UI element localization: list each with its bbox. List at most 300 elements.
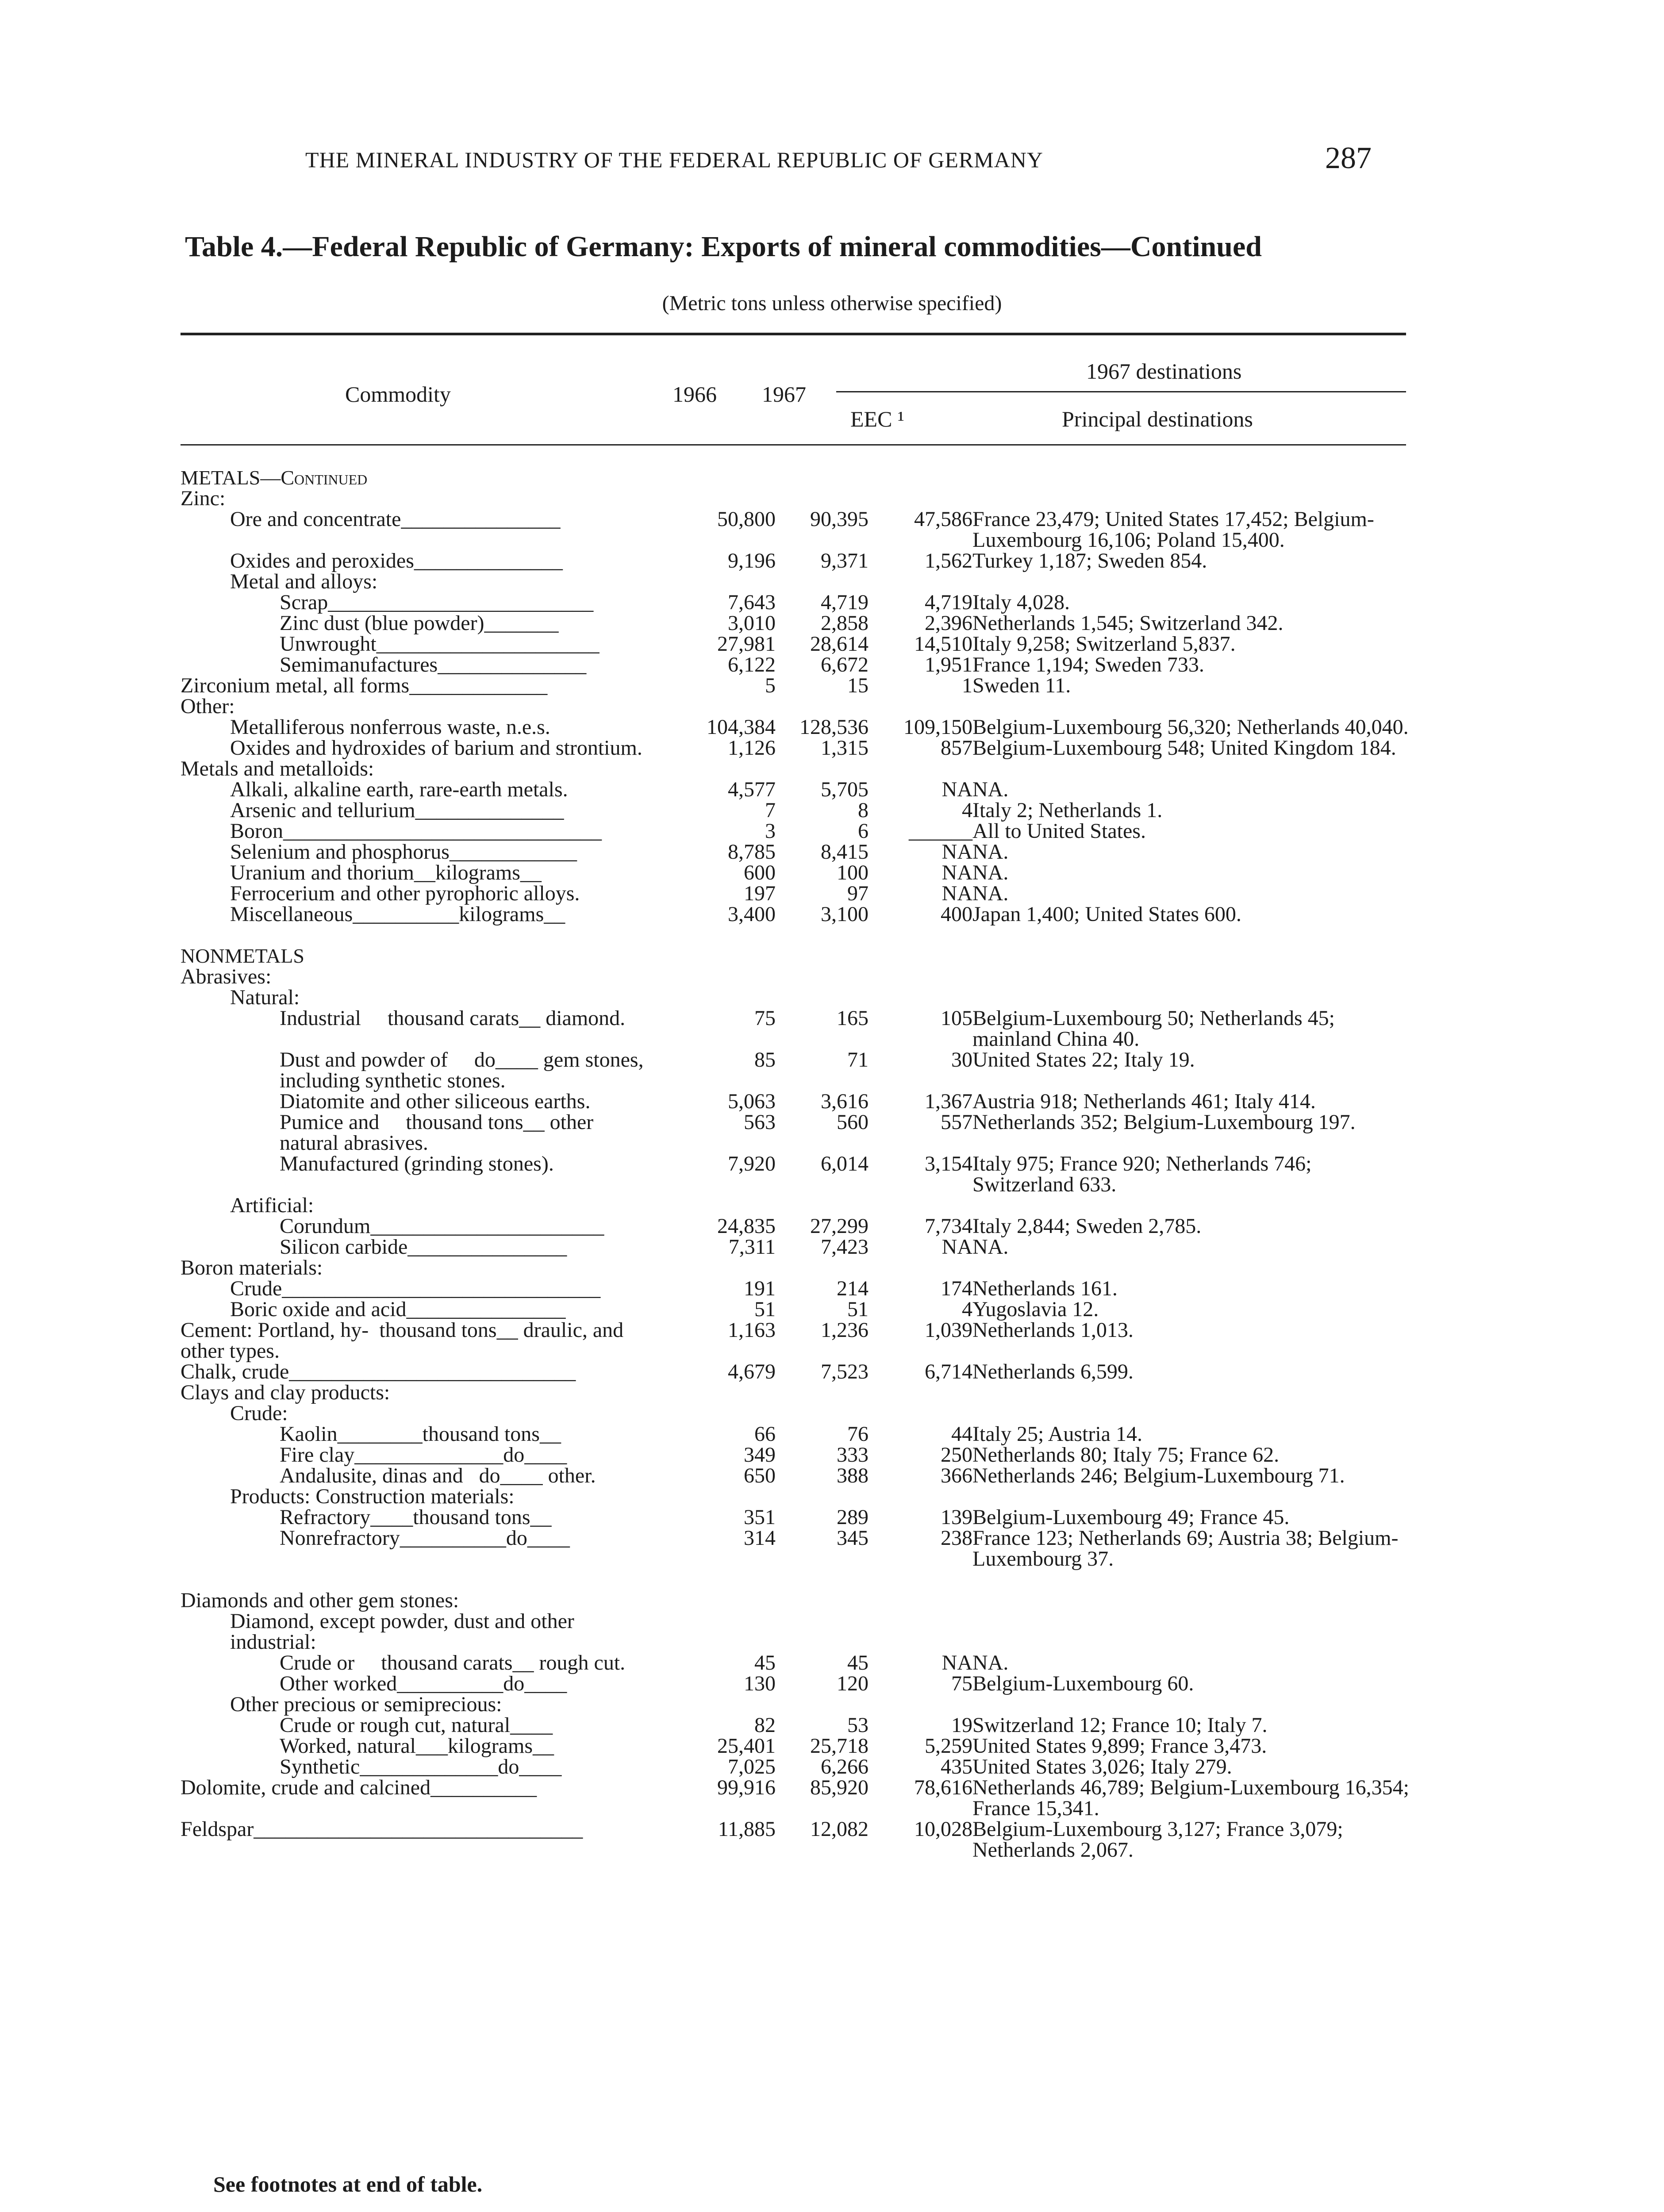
value-1966-cell: 50,800 [717, 507, 776, 531]
value-1966-cell: 3,400 [728, 902, 776, 926]
value-1966-cell: 563 [744, 1110, 776, 1134]
value-1966-cell [647, 1257, 776, 1278]
table-row [181, 758, 1415, 779]
table-row [181, 634, 1415, 654]
value-1966-cell: 7 [765, 799, 776, 822]
value-1966-cell: 24,835 [717, 1214, 776, 1238]
principal-destinations-cell: Netherlands 80; Italy 75; France 62. [972, 1443, 1280, 1467]
eec-cell: 44 [951, 1422, 972, 1446]
commodity-cell: Dust and powder of do____ gem stones, including synthetic stones. [280, 1048, 649, 1092]
value-1967-cell: 388 [837, 1464, 869, 1487]
table-row [181, 1611, 1415, 1652]
table-row [181, 1819, 1415, 1860]
table-row [181, 509, 1415, 550]
section-heading: NONMETALS [181, 945, 304, 967]
table-row [181, 1694, 1415, 1715]
value-1966-cell [647, 571, 776, 592]
table-row [181, 1507, 1415, 1528]
commodity-cell: Clays and clay products: [181, 1381, 390, 1404]
value-1966-cell: 104,384 [707, 715, 776, 739]
eec-cell [869, 696, 972, 717]
table-row [181, 1112, 1415, 1153]
eec-cell: 7,734 [925, 1214, 972, 1238]
table-row [181, 966, 1415, 987]
value-1966-cell: 314 [744, 1526, 776, 1550]
commodity-cell: Arsenic and tellurium______________ [230, 799, 564, 822]
commodity-cell: Kaolin________thousand tons__ [280, 1422, 561, 1446]
value-1967-cell: 85,920 [810, 1776, 869, 1799]
value-1966-cell: 1,163 [728, 1318, 776, 1342]
commodity-cell: Synthetic_____________do____ [280, 1755, 562, 1778]
table-row [181, 1777, 1415, 1819]
table-row [181, 550, 1415, 571]
commodity-cell: Scrap_________________________ [280, 591, 594, 614]
eec-cell: NA [942, 1651, 972, 1674]
commodity-cell: Other worked__________do____ [280, 1672, 567, 1695]
commodity-cell: Oxides and hydroxides of barium and strontium. [230, 736, 642, 760]
value-1967-cell: 97 [847, 882, 869, 905]
header-commodity: Commodity [345, 382, 451, 407]
commodity-cell: Industrial thousand carats__ diamond. [280, 1006, 626, 1030]
commodity-cell: Crude or rough cut, natural____ [280, 1713, 553, 1737]
eec-cell: 557 [941, 1110, 972, 1134]
section-heading-row [181, 945, 1415, 966]
table-subtitle: (Metric tons unless otherwise specified) [662, 292, 1002, 315]
commodity-cell: Fire clay______________do____ [280, 1443, 567, 1467]
value-1967-cell [776, 966, 869, 987]
value-1966-cell: 51 [754, 1298, 776, 1321]
value-1967-cell: 25,718 [810, 1734, 869, 1758]
section-heading-row [181, 467, 1415, 488]
value-1966-cell: 130 [744, 1672, 776, 1695]
eec-cell: 1,039 [925, 1318, 972, 1342]
spacer-row [181, 1569, 1415, 1590]
value-1967-cell: 3,616 [821, 1090, 869, 1113]
principal-destinations-cell: France 1,194; Sweden 733. [972, 653, 1204, 676]
value-1967-cell: 5,705 [821, 778, 869, 801]
principal-destinations-cell: Belgium-Luxembourg 548; United Kingdom 184. [972, 736, 1396, 760]
eec-cell [869, 1382, 972, 1403]
principal-destinations-cell: United States 9,899; France 3,473. [972, 1734, 1267, 1758]
running-head: THE MINERAL INDUSTRY OF THE FEDERAL REPUBLIC OF GERMANY [305, 147, 1044, 172]
table-row [181, 675, 1415, 696]
value-1967-cell [776, 1694, 869, 1715]
table-row [181, 488, 1415, 509]
value-1966-cell [647, 488, 776, 509]
table-row [181, 571, 1415, 592]
commodity-cell: Semimanufactures______________ [280, 653, 587, 676]
header-principal-destinations: Principal destinations [1062, 407, 1253, 431]
principal-destinations-cell [972, 987, 1415, 1008]
spacer-row [181, 925, 1415, 945]
eec-cell: 105 [941, 1006, 972, 1030]
table-row [181, 862, 1415, 883]
eec-cell: 1,951 [925, 653, 972, 676]
principal-destinations-cell [972, 1694, 1415, 1715]
eec-cell: 109,150 [903, 715, 972, 739]
value-1966-cell: 8,785 [728, 840, 776, 864]
table-row [181, 800, 1415, 821]
eec-cell [869, 966, 972, 987]
value-1966-cell [647, 1486, 776, 1507]
exports-table-body [181, 467, 1415, 1860]
table-row [181, 1153, 1415, 1195]
commodity-cell: Miscellaneous__________kilograms__ [230, 902, 565, 926]
table-row [181, 1486, 1415, 1507]
eec-cell [869, 987, 972, 1008]
value-1966-cell: 349 [744, 1443, 776, 1467]
value-1967-cell [776, 1403, 869, 1424]
value-1966-cell [647, 1694, 776, 1715]
value-1966-cell: 82 [754, 1713, 776, 1737]
eec-cell: NA [942, 882, 972, 905]
value-1966-cell [647, 1611, 776, 1652]
value-1966-cell: 9,196 [728, 549, 776, 572]
value-1967-cell [776, 1611, 869, 1652]
principal-destinations-cell [972, 966, 1415, 987]
value-1967-cell: 100 [837, 861, 869, 884]
value-1967-cell: 9,371 [821, 549, 869, 572]
principal-destinations-cell: Belgium-Luxembourg 60. [972, 1672, 1194, 1695]
value-1966-cell: 25,401 [717, 1734, 776, 1758]
value-1967-cell: 3,100 [821, 902, 869, 926]
commodity-cell: Worked, natural___kilograms__ [280, 1734, 554, 1758]
principal-destinations-cell [972, 488, 1415, 509]
value-1966-cell: 3,010 [728, 611, 776, 635]
value-1967-cell [776, 571, 869, 592]
value-1967-cell: 1,236 [821, 1318, 869, 1342]
table-row [181, 904, 1415, 925]
value-1966-cell: 7,920 [728, 1152, 776, 1175]
eec-cell: 1,562 [925, 549, 972, 572]
commodity-cell: Diamond, except powder, dust and other industrial: [230, 1609, 580, 1654]
principal-destinations-cell [972, 1382, 1415, 1403]
value-1966-cell: 197 [744, 882, 776, 905]
eec-cell: 1,367 [925, 1090, 972, 1113]
principal-destinations-cell: Italy 975; France 920; Netherlands 746; Switzerland 633. [972, 1152, 1317, 1196]
eec-cell: 857 [941, 736, 972, 760]
value-1967-cell: 6,266 [821, 1755, 869, 1778]
principal-destinations-cell: Netherlands 1,013. [972, 1318, 1134, 1342]
commodity-cell: Andalusite, dinas and do____ other. [280, 1464, 596, 1487]
commodity-cell: Zirconium metal, all forms_____________ [181, 674, 548, 697]
value-1967-cell: 128,536 [799, 715, 869, 739]
principal-destinations-cell: Italy 9,258; Switzerland 5,837. [972, 632, 1236, 656]
commodity-cell: Other: [181, 695, 235, 718]
table-row [181, 717, 1415, 737]
header-bottom-rule [181, 444, 1406, 445]
principal-destinations-cell: Italy 2; Netherlands 1. [972, 799, 1163, 822]
principal-destinations-cell [972, 1257, 1415, 1278]
value-1967-cell [776, 987, 869, 1008]
value-1966-cell: 4,577 [728, 778, 776, 801]
commodity-cell: Metalliferous nonferrous waste, n.e.s. [230, 715, 550, 739]
value-1966-cell: 99,916 [717, 1776, 776, 1799]
commodity-cell: Unwrought_____________________ [280, 632, 600, 656]
eec-cell: 14,510 [914, 632, 972, 656]
eec-cell [869, 758, 972, 779]
commodity-cell: Zinc dust (blue powder)_______ [280, 611, 559, 635]
header-1966: 1966 [673, 382, 717, 407]
value-1966-cell: 4,679 [728, 1360, 776, 1383]
commodity-cell: Nonrefractory__________do____ [280, 1526, 570, 1550]
principal-destinations-cell: United States 22; Italy 19. [972, 1048, 1195, 1071]
header-1967-destinations: 1967 destinations [1086, 359, 1242, 384]
eec-cell: 139 [941, 1505, 972, 1529]
table-row [181, 1652, 1415, 1673]
spacer-cell [181, 1569, 1415, 1590]
table-row [181, 1195, 1415, 1216]
table-row [181, 987, 1415, 1008]
table-row [181, 1528, 1415, 1569]
value-1966-cell [647, 1195, 776, 1216]
value-1967-cell: 8,415 [821, 840, 869, 864]
eec-cell: 174 [941, 1277, 972, 1300]
value-1967-cell [776, 488, 869, 509]
table-row [181, 1257, 1415, 1278]
commodity-cell: Diamonds and other gem stones: [181, 1589, 459, 1612]
principal-destinations-cell [972, 1195, 1415, 1216]
eec-cell: 400 [941, 902, 972, 926]
principal-destinations-cell [972, 758, 1415, 779]
commodity-cell: Uranium and thorium__kilograms__ [230, 861, 542, 884]
value-1967-cell: 2,858 [821, 611, 869, 635]
eec-cell [869, 571, 972, 592]
eec-cell: 75 [951, 1672, 972, 1695]
commodity-cell: Abrasives: [181, 965, 272, 988]
principal-destinations-cell [972, 1486, 1415, 1507]
principal-destinations-cell: France 23,479; United States 17,452; Belgium-Luxembourg 16,106; Poland 15,400. [972, 507, 1374, 552]
eec-cell [869, 1590, 972, 1611]
table-row [181, 1091, 1415, 1112]
principal-destinations-cell: NA. [972, 840, 1009, 864]
eec-cell: NA [942, 778, 972, 801]
value-1967-cell [776, 758, 869, 779]
value-1966-cell: 191 [744, 1277, 776, 1300]
commodity-cell: Ferrocerium and other pyrophoric alloys. [230, 882, 580, 905]
eec-cell: 238 [941, 1526, 972, 1550]
eec-cell: 435 [941, 1755, 972, 1778]
commodity-cell: Metal and alloys: [230, 570, 378, 593]
value-1966-cell: 7,025 [728, 1755, 776, 1778]
principal-destinations-cell: Japan 1,400; United States 600. [972, 902, 1241, 926]
principal-destinations-cell: Italy 25; Austria 14. [972, 1422, 1142, 1446]
value-1966-cell: 11,885 [718, 1817, 776, 1841]
principal-destinations-cell: France 123; Netherlands 69; Austria 38; Belgium-Luxembourg 37. [972, 1526, 1399, 1571]
eec-cell: 2,396 [925, 611, 972, 635]
value-1966-cell [647, 758, 776, 779]
value-1966-cell: 7,311 [728, 1235, 776, 1259]
value-1966-cell [647, 1382, 776, 1403]
commodity-cell: Chalk, crude___________________________ [181, 1360, 576, 1383]
commodity-cell: Dolomite, crude and calcined__________ [181, 1776, 537, 1799]
table-row [181, 613, 1415, 634]
table-row [181, 696, 1415, 717]
value-1967-cell: 7,423 [821, 1235, 869, 1259]
value-1967-cell: 8 [858, 799, 869, 822]
principal-destinations-cell: NA. [972, 1235, 1009, 1259]
value-1966-cell: 85 [754, 1048, 776, 1071]
table-row [181, 1403, 1415, 1424]
commodity-cell: Refractory____thousand tons__ [280, 1505, 552, 1529]
eec-cell: 4 [962, 1298, 972, 1321]
table-row [181, 841, 1415, 862]
value-1966-cell: 5 [765, 674, 776, 697]
principal-destinations-cell: All to United States. [972, 819, 1146, 843]
eec-cell [869, 1486, 972, 1507]
spacer-cell [181, 925, 1415, 945]
commodity-cell: Boric oxide and acid_______________ [230, 1298, 566, 1321]
value-1967-cell: 12,082 [810, 1817, 869, 1841]
table-title: Table 4.—Federal Republic of Germany: Exports of mineral commodities—Continued [185, 230, 1262, 263]
value-1967-cell: 90,395 [810, 507, 869, 531]
value-1967-cell: 165 [837, 1006, 869, 1030]
principal-destinations-cell: Turkey 1,187; Sweden 854. [972, 549, 1207, 572]
table-row [181, 1590, 1415, 1611]
value-1967-cell: 15 [847, 674, 869, 697]
commodity-cell: Corundum______________________ [280, 1214, 604, 1238]
eec-cell: NA [942, 840, 972, 864]
principal-destinations-cell: Netherlands 1,545; Switzerland 342. [972, 611, 1284, 635]
value-1967-cell [776, 1590, 869, 1611]
commodity-cell: Ore and concentrate_______________ [230, 507, 561, 531]
eec-cell: 250 [941, 1443, 972, 1467]
principal-destinations-cell: Austria 918; Netherlands 461; Italy 414. [972, 1090, 1316, 1113]
principal-destinations-cell [972, 571, 1415, 592]
eec-cell: ______ [909, 819, 972, 843]
value-1967-cell: 289 [837, 1505, 869, 1529]
top-rule [181, 333, 1406, 335]
table-row [181, 1278, 1415, 1299]
value-1967-cell [776, 1486, 869, 1507]
commodity-cell: Products: Construction materials: [230, 1485, 515, 1508]
principal-destinations-cell [972, 1611, 1415, 1652]
value-1967-cell: 333 [837, 1443, 869, 1467]
principal-destinations-cell: Belgium-Luxembourg 50; Netherlands 45; mainland China 40. [972, 1006, 1340, 1051]
table-row [181, 1736, 1415, 1756]
eec-cell [869, 1611, 972, 1652]
commodity-cell: Boron materials: [181, 1256, 323, 1279]
value-1967-cell [776, 1195, 869, 1216]
table-row [181, 1299, 1415, 1320]
eec-cell [869, 1257, 972, 1278]
value-1966-cell: 5,063 [728, 1090, 776, 1113]
value-1966-cell [647, 1403, 776, 1424]
principal-destinations-cell: United States 3,026; Italy 279. [972, 1755, 1232, 1778]
principal-destinations-cell: Sweden 11. [972, 674, 1071, 697]
value-1967-cell: 76 [847, 1422, 869, 1446]
footnote: See footnotes at end of table. [213, 2172, 483, 2197]
eec-cell: 5,259 [925, 1734, 972, 1758]
value-1967-cell: 345 [837, 1526, 869, 1550]
value-1967-cell: 560 [837, 1110, 869, 1134]
principal-destinations-cell: Switzerland 12; France 10; Italy 7. [972, 1713, 1268, 1737]
principal-destinations-cell: Yugoslavia 12. [972, 1298, 1099, 1321]
eec-cell: 6,714 [925, 1360, 972, 1383]
value-1967-cell: 7,523 [821, 1360, 869, 1383]
eec-cell: NA [942, 1235, 972, 1259]
table-row [181, 1237, 1415, 1257]
value-1967-cell: 1,315 [821, 736, 869, 760]
eec-cell: 4 [962, 799, 972, 822]
principal-destinations-cell: Italy 4,028. [972, 591, 1070, 614]
commodity-cell: Selenium and phosphorus____________ [230, 840, 577, 864]
value-1967-cell: 71 [847, 1048, 869, 1071]
principal-destinations-cell: Netherlands 6,599. [972, 1360, 1134, 1383]
eec-cell: 30 [951, 1048, 972, 1071]
eec-cell [869, 488, 972, 509]
value-1966-cell: 45 [754, 1651, 776, 1674]
destinations-rule [836, 391, 1406, 392]
table-row [181, 1673, 1415, 1694]
value-1967-cell [776, 696, 869, 717]
value-1966-cell [647, 696, 776, 717]
principal-destinations-cell: NA. [972, 778, 1009, 801]
value-1967-cell: 6,672 [821, 653, 869, 676]
value-1966-cell: 66 [754, 1422, 776, 1446]
page-number: 287 [1325, 141, 1372, 175]
table-row [181, 1216, 1415, 1237]
eec-cell: 4,719 [925, 591, 972, 614]
value-1966-cell [647, 1590, 776, 1611]
table-row [181, 883, 1415, 904]
value-1966-cell [647, 987, 776, 1008]
commodity-cell: Crude______________________________ [230, 1277, 601, 1300]
eec-cell: NA [942, 861, 972, 884]
commodity-cell: Silicon carbide_______________ [280, 1235, 567, 1259]
value-1966-cell: 600 [744, 861, 776, 884]
commodity-cell: Zinc: [181, 487, 226, 510]
eec-cell [869, 1195, 972, 1216]
table-row [181, 1424, 1415, 1444]
eec-cell: 1 [962, 674, 972, 697]
table-row [181, 1008, 1415, 1049]
value-1967-cell [776, 1257, 869, 1278]
eec-cell: 3,154 [925, 1152, 972, 1175]
principal-destinations-cell: Italy 2,844; Sweden 2,785. [972, 1214, 1202, 1238]
principal-destinations-cell: NA. [972, 861, 1009, 884]
section-heading: METALS—Continued [181, 466, 368, 489]
commodity-cell: Cement: Portland, hy- thousand tons__ draulic, and other types. [181, 1318, 629, 1363]
commodity-cell: Crude: [230, 1402, 288, 1425]
value-1967-cell [776, 1382, 869, 1403]
value-1967-cell: 6,014 [821, 1152, 869, 1175]
value-1967-cell: 27,299 [810, 1214, 869, 1238]
commodity-cell: Alkali, alkaline earth, rare-earth metals. [230, 778, 568, 801]
value-1966-cell: 7,643 [728, 591, 776, 614]
table-row [181, 1465, 1415, 1486]
table-row [181, 592, 1415, 613]
exports-table [181, 467, 1415, 1860]
value-1967-cell: 214 [837, 1277, 869, 1300]
commodity-cell: Other precious or semiprecious: [230, 1693, 502, 1716]
value-1967-cell: 120 [837, 1672, 869, 1695]
header-1967: 1967 [762, 382, 806, 407]
value-1967-cell: 53 [847, 1713, 869, 1737]
value-1966-cell: 351 [744, 1505, 776, 1529]
value-1967-cell: 45 [847, 1651, 869, 1674]
commodity-cell: Metals and metalloids: [181, 757, 374, 780]
header-eec: EEC ¹ [850, 407, 904, 431]
principal-destinations-cell: Netherlands 46,789; Belgium-Luxembourg 16,354; France 15,341. [972, 1776, 1414, 1820]
table-row [181, 654, 1415, 675]
table-row [181, 1320, 1415, 1361]
value-1967-cell: 51 [847, 1298, 869, 1321]
value-1966-cell: 1,126 [728, 736, 776, 760]
table-row [181, 1756, 1415, 1777]
eec-cell: 366 [941, 1464, 972, 1487]
principal-destinations-cell [972, 1403, 1415, 1424]
